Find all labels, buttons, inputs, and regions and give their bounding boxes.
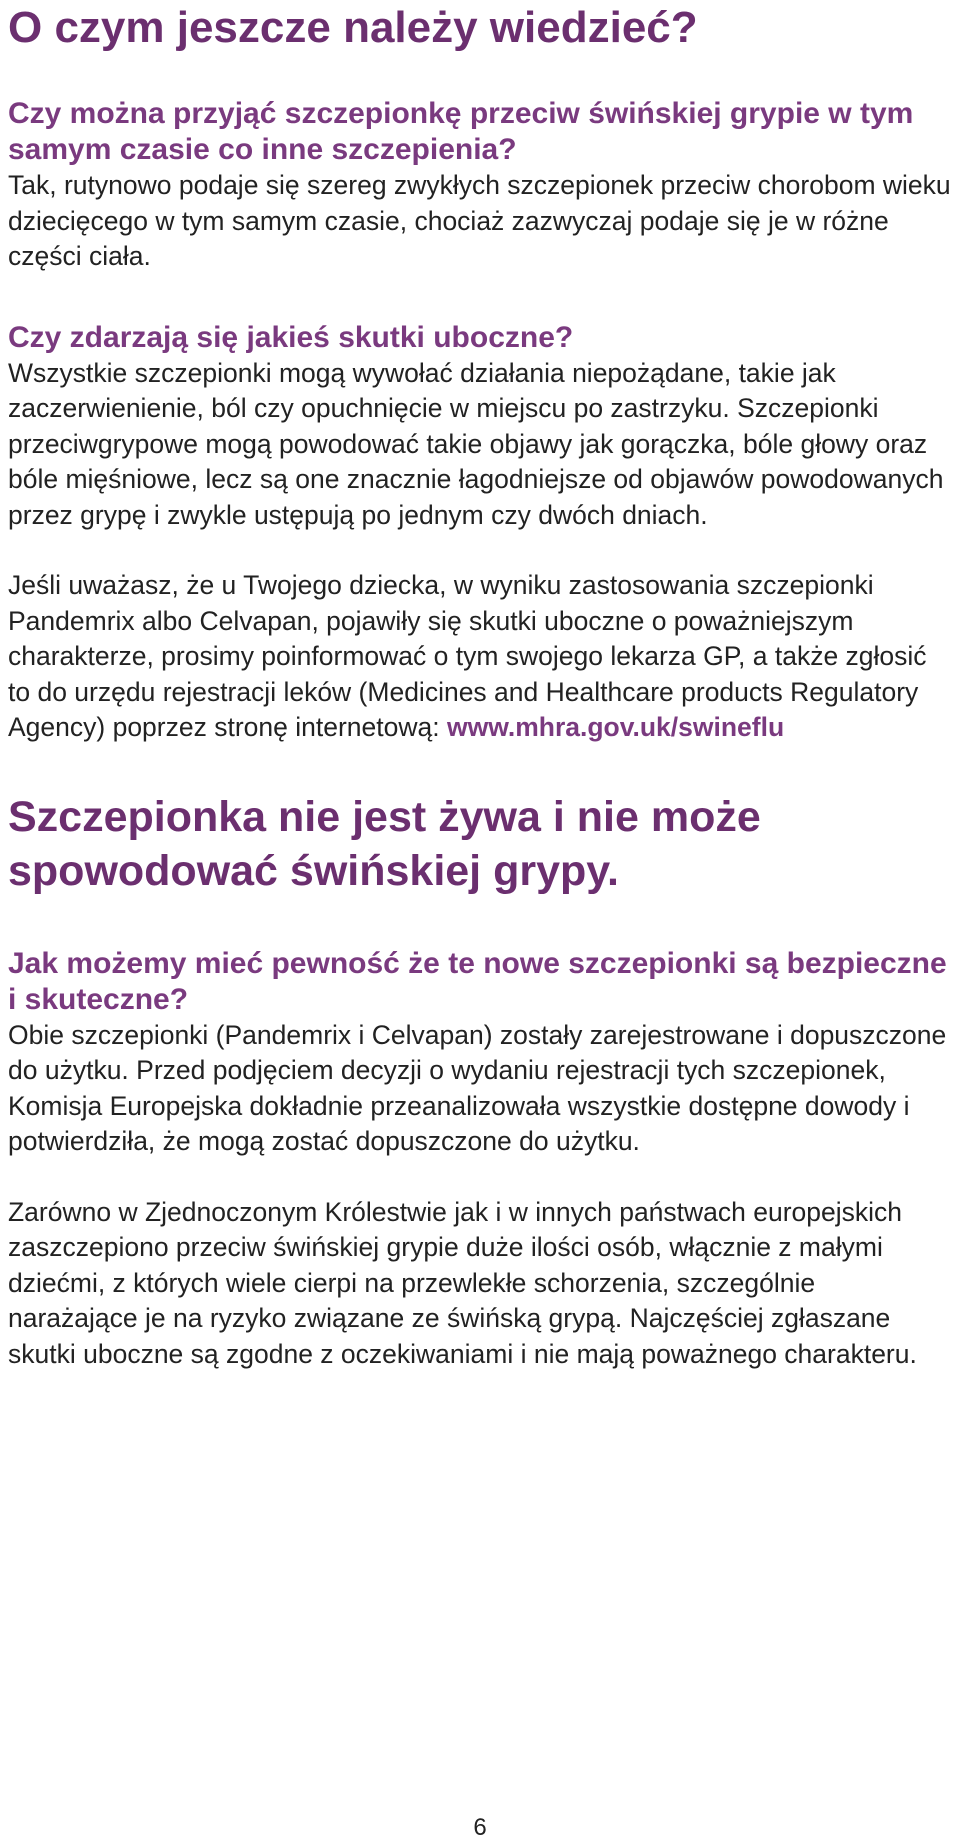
document-page [8,0,952,1372]
reporting-text: Jeśli uważasz, że u Twojego dziecka, w wyniku zastosowania szczepionki Pandemrix albo Celvapan, pojawiły się skutki uboczne o poważniejszym charakterze, prosimy poinformować o tym swojego lekarza GP, a także zgłosić to do urzędu rejestracji leków (Medicines and Healthcare products Regulatory Agency) poprzez stronę internetową: [8,570,927,742]
answer-side-effects-reporting [8,568,952,746]
question-simultaneous-vaccines: Czy można przyjąć szczepionkę przeciw świńskiej grypie w tym samym czasie co inne szczepienia? [8,97,914,166]
answer-simultaneous-vaccines: Tak, rutynowo podaje się szereg zwykłych szczepionek przeciw chorobom wieku dziecięcego w tym samym czasie, chociaż zazwyczaj podaje się je w różne części ciała. [8,170,951,271]
answer-safety-experience: Zarówno w Zjednoczonym Królestwie jak i w innych państwach europejskich zaszczepiono przeciw świńskiej grypie duże ilości osób, włącznie z małymi dziećmi, z których wiele cierpi na przewlekłe schorzenia, szczególnie narażające je na ryzyko związane ze świńską grypą. Najczęściej zgłaszane skutki uboczne są zgodne z oczekiwaniami i nie mają poważnego charakteru. [8,1196,917,1369]
page-title: O czym jeszcze należy wiedzieć? [8,3,698,52]
page-number: 6 [473,1814,487,1841]
mhra-link[interactable]: www.mhra.gov.uk/swineflu [446,712,785,742]
answer-side-effects-common: Wszystkie szczepionki mogą wywołać działania niepożądane, takie jak zaczerwienienie, ból czy opuchnięcie w miejscu po zastrzyku. Szczepionki przeciwgrypowe mogą powodować takie objawy jak gorączka, bóle głowy oraz bóle mięśniowe, lecz są one znacznie łagodniejsze od objawów powodowanych przez grypę i zwykle ustępują po jednym czy dwóch dniach. [8,357,944,530]
answer-safety-approval: Obie szczepionki (Pandemrix i Celvapan) zostały zarejestrowane i dopuszczone do użytku. Przed podjęciem decyzji o wydaniu rejestracji tych szczepionek, Komisja Europejska dokładnie przeanalizowała wszystkie dostępne dowody i potwierdziła, że mogą zostać dopuszczone do użytku. [8,1019,947,1156]
question-side-effects: Czy zdarzają się jakieś skutki uboczne? [8,320,574,354]
vaccine-not-live-statement: Szczepionka nie jest żywa i nie może spowodować świńskiej grypy. [8,792,761,895]
question-safety: Jak możemy mieć pewność że te nowe szczepionki są bezpieczne i skuteczne? [8,946,947,1016]
